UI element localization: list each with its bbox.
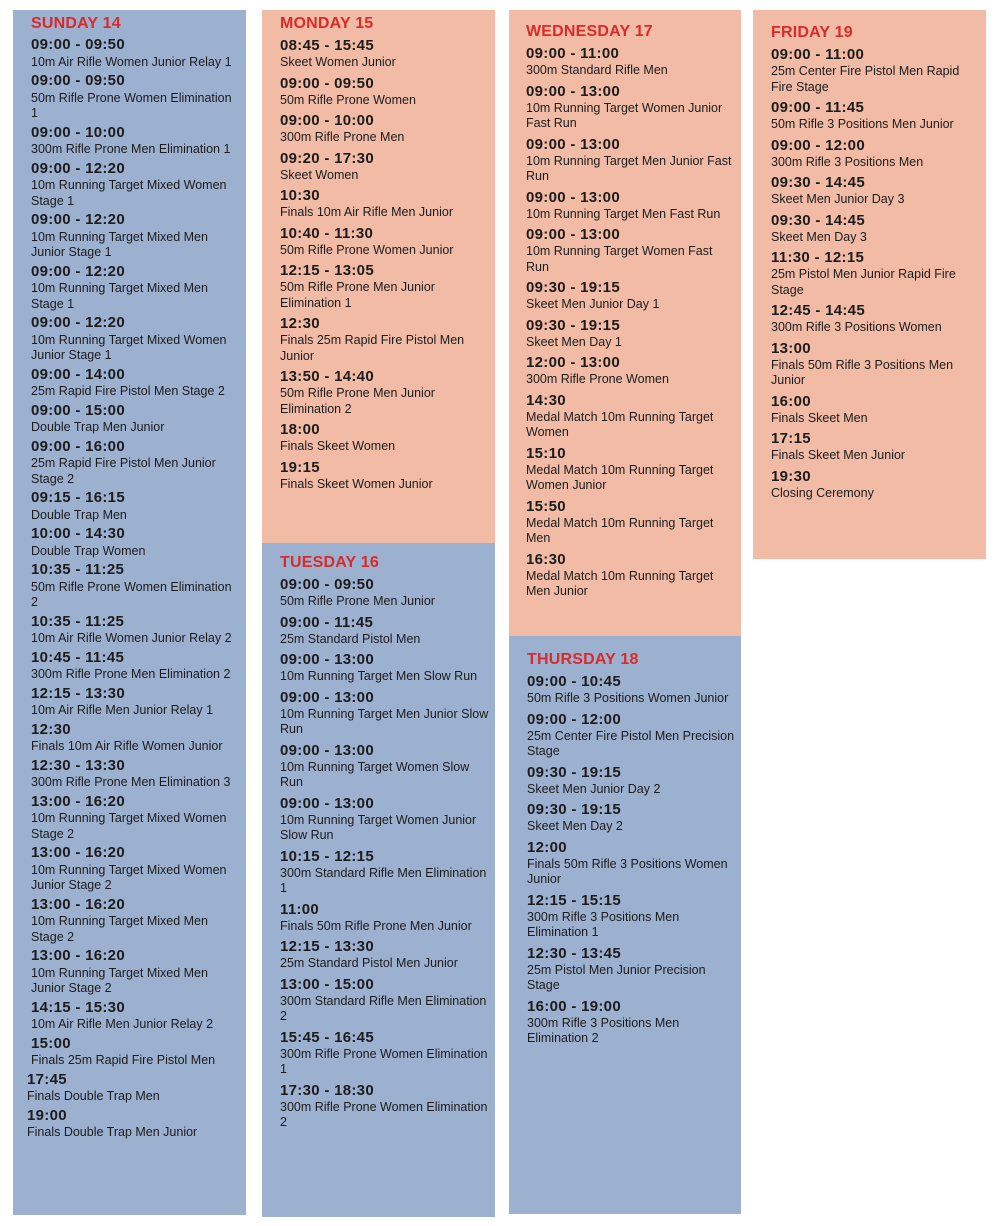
event-name: 300m Rifle 3 Positions Men	[771, 154, 924, 169]
schedule-event	[280, 1081, 489, 1131]
event-name: 10m Running Target Men Junior Fast Run	[526, 153, 732, 183]
event-time: 09:00 - 16:00	[31, 437, 125, 455]
day-column-wednesday	[509, 10, 741, 636]
schedule-event	[280, 111, 489, 146]
event-name: Double Trap Men	[31, 507, 127, 522]
day-column-friday	[753, 10, 986, 559]
event-time: 17:45	[27, 1070, 67, 1088]
event-time: 17:15	[771, 430, 811, 447]
event-name: Medal Match 10m Running Target Men	[526, 515, 714, 545]
event-name: 300m Rifle Prone Men Elimination 2	[31, 667, 231, 681]
event-time: 09:00 - 12:00	[527, 710, 621, 728]
schedule-event	[527, 800, 735, 835]
event-time: 15:10	[526, 444, 566, 462]
event-name: 10m Running Target Men Fast Run	[526, 206, 721, 221]
schedule-event	[280, 149, 489, 184]
schedule-event	[527, 710, 735, 760]
event-time: 12:15 - 15:15	[527, 891, 621, 909]
schedule-event	[771, 45, 980, 95]
event-time: 12:15 - 13:30	[280, 938, 374, 955]
schedule-event	[280, 314, 489, 364]
event-name: 10m Running Target Mixed Women Stage 2	[31, 811, 227, 841]
event-name: 10m Air Rifle Men Junior Relay 2	[31, 1017, 214, 1031]
event-name: 25m Rapid Fire Pistol Men Junior Stage 2	[31, 456, 216, 486]
schedule-event	[31, 613, 240, 647]
event-name: Skeet Men Day 2	[527, 819, 623, 833]
event-time: 09:00 - 11:45	[771, 99, 865, 116]
event-name: 25m Pistol Men Junior Precision Stage	[527, 962, 706, 992]
event-name: Skeet Men Day 1	[526, 334, 622, 349]
event-time: 16:30	[526, 550, 566, 568]
day-title: FRIDAY 19	[771, 24, 853, 41]
day-title: WEDNESDAY 17	[526, 23, 653, 40]
schedule-event	[280, 367, 489, 417]
event-name: 10m Running Target Men Junior Slow Run	[280, 706, 489, 736]
schedule-event	[527, 997, 735, 1047]
event-name: 300m Rifle Prone Women Elimination 2	[280, 1099, 488, 1129]
event-name: 300m Rifle Prone Women	[526, 372, 669, 386]
event-name: 300m Rifle Prone Men	[280, 130, 405, 144]
event-name: Skeet Women	[280, 167, 359, 182]
event-name: Finals 10m Air Rifle Women Junior	[31, 739, 223, 753]
event-time: 10:35 - 11:25	[31, 612, 125, 630]
schedule-event	[771, 248, 980, 298]
schedule-event	[526, 550, 735, 600]
event-name: Medal Match 10m Running Target Women Junior	[526, 462, 714, 492]
event-time: 13:00	[771, 339, 811, 357]
schedule-event	[771, 136, 980, 171]
schedule-event	[526, 44, 735, 79]
event-time: 09:00 - 13:00	[280, 651, 374, 668]
schedule-event	[31, 124, 240, 158]
schedule-event	[526, 225, 735, 275]
event-time: 13:00 - 15:00	[280, 975, 374, 993]
schedule-event	[280, 1028, 489, 1078]
day-column-sunday	[13, 10, 246, 1215]
schedule-event	[31, 438, 240, 488]
day-title: TUESDAY 16	[280, 554, 379, 571]
event-time: 12:30 - 13:45	[527, 944, 621, 962]
event-name: Finals 50m Rifle 3 Positions Women Junior	[527, 856, 728, 886]
event-time: 17:30 - 18:30	[280, 1081, 374, 1099]
event-name: 50m Rifle 3 Positions Women Junior	[527, 691, 729, 705]
event-time: 12:30	[31, 720, 71, 738]
day-column-thursday	[509, 636, 741, 1214]
schedule-event	[771, 173, 980, 208]
event-list	[27, 36, 240, 1141]
schedule-event	[526, 391, 735, 441]
event-name: 50m Rifle Prone Women	[280, 92, 416, 107]
event-time: 09:00 - 11:00	[526, 45, 620, 62]
event-time: 12:15 - 13:30	[31, 684, 125, 702]
schedule-event	[31, 649, 240, 683]
event-time: 09:00 - 12:20	[31, 159, 125, 177]
schedule-event	[280, 794, 489, 844]
schedule-event	[31, 525, 240, 559]
event-time: 09:15 - 16:15	[31, 489, 125, 506]
event-time: 15:50	[526, 497, 566, 515]
event-time: 13:50 - 14:40	[280, 368, 374, 385]
schedule-event	[31, 844, 240, 894]
event-time: 09:00 - 15:00	[31, 401, 125, 419]
event-time: 13:00 - 16:20	[31, 792, 125, 810]
event-time: 09:00 - 13:00	[280, 741, 374, 759]
event-time: 09:00 - 10:00	[280, 112, 374, 129]
event-name: 300m Standard Rifle Men	[526, 63, 668, 77]
event-name: 25m Center Fire Pistol Men Rapid Fire Stage	[771, 64, 960, 94]
event-name: Finals Skeet Men	[771, 410, 868, 425]
schedule-event	[280, 575, 489, 610]
event-time: 10:40 - 11:30	[280, 224, 374, 242]
schedule-event	[527, 672, 735, 707]
event-list	[527, 672, 735, 1047]
schedule-event	[31, 896, 240, 946]
event-name: 10m Running Target Mixed Women Junior Stage 1	[31, 332, 227, 362]
schedule-event	[280, 741, 489, 791]
schedule-event	[280, 937, 489, 972]
event-name: 50m Rifle Prone Women Elimination 2	[31, 579, 232, 609]
schedule-event	[280, 613, 489, 648]
event-time: 14:15 - 15:30	[31, 998, 125, 1016]
event-time: 13:00 - 16:20	[31, 947, 125, 964]
event-name: 10m Running Target Women Junior Fast Run	[526, 100, 723, 130]
event-time: 09:30 - 14:45	[771, 211, 865, 229]
event-time: 11:30 - 12:15	[771, 249, 865, 266]
event-list	[526, 44, 735, 600]
event-time: 18:00	[280, 421, 320, 438]
event-time: 14:30	[526, 391, 566, 409]
event-time: 12:30	[280, 315, 320, 332]
event-name: Finals 25m Rapid Fire Pistol Men	[31, 1053, 216, 1067]
event-time: 12:00	[527, 838, 567, 856]
schedule-event	[527, 838, 735, 888]
event-time: 10:45 - 11:45	[31, 648, 125, 666]
event-time: 09:00 - 12:20	[31, 262, 125, 280]
schedule-event	[526, 316, 735, 351]
event-name: 10m Running Target Women Slow Run	[280, 759, 470, 789]
schedule-event	[771, 211, 980, 246]
event-name: 10m Air Rifle Men Junior Relay 1	[31, 703, 214, 717]
event-time: 09:00 - 09:50	[31, 36, 125, 53]
schedule-event	[31, 314, 240, 364]
event-name: Skeet Men Junior Day 1	[526, 297, 660, 311]
event-time: 09:00 - 13:00	[280, 794, 374, 812]
event-name: 300m Rifle Prone Women Elimination 1	[280, 1046, 488, 1076]
schedule-event	[31, 36, 240, 70]
schedule-event	[526, 278, 735, 313]
event-name: 300m Standard Rifle Men Elimination 1	[280, 865, 487, 895]
day-title: MONDAY 15	[280, 15, 374, 32]
event-time: 09:00 - 10:45	[527, 673, 621, 690]
schedule-event	[280, 224, 489, 259]
event-name: 25m Center Fire Pistol Men Precision Stage	[527, 728, 735, 758]
event-name: Finals Double Trap Men Junior	[27, 1125, 198, 1139]
schedule-event	[31, 366, 240, 400]
event-name: 25m Rapid Fire Pistol Men Stage 2	[31, 384, 225, 398]
event-name: 25m Standard Pistol Men	[280, 631, 421, 646]
event-time: 10:35 - 11:25	[31, 561, 125, 578]
schedule-event	[527, 891, 735, 941]
event-time: 09:00 - 11:45	[280, 613, 374, 631]
schedule-event	[280, 186, 489, 221]
event-name: 10m Running Target Mixed Men Stage 2	[31, 914, 208, 944]
event-time: 09:30 - 19:15	[526, 316, 620, 334]
schedule-event	[280, 900, 489, 935]
event-time: 09:00 - 10:00	[31, 123, 125, 141]
event-time: 09:00 - 13:00	[280, 688, 374, 706]
event-name: Skeet Men Junior Day 3	[771, 192, 905, 206]
event-time: 12:45 - 14:45	[771, 302, 865, 319]
schedule-event	[27, 1071, 240, 1105]
event-name: 10m Running Target Women Fast Run	[526, 244, 713, 274]
event-time: 10:30	[280, 187, 320, 204]
schedule-event	[280, 261, 489, 311]
schedule-event	[31, 402, 240, 436]
event-time: 09:00 - 09:50	[280, 74, 374, 92]
event-name: 25m Standard Pistol Men Junior	[280, 956, 458, 970]
event-name: 300m Rifle Prone Men Elimination 1	[31, 142, 231, 156]
event-name: 10m Running Target Mixed Men Junior Stage 1	[31, 229, 208, 259]
event-time: 19:15	[280, 458, 320, 476]
event-time: 09:00 - 12:00	[771, 136, 865, 154]
day-title: SUNDAY 14	[31, 15, 121, 32]
event-time: 15:00	[31, 1034, 71, 1052]
schedule-event	[31, 793, 240, 843]
event-name: Finals 10m Air Rifle Men Junior	[280, 205, 453, 219]
schedule-event	[771, 467, 980, 502]
event-time: 19:30	[771, 467, 811, 485]
event-name: 50m Rifle Prone Men Junior	[280, 594, 435, 608]
event-time: 08:45 - 15:45	[280, 37, 374, 54]
event-time: 09:30 - 19:15	[527, 763, 621, 781]
event-name: 10m Air Rifle Women Junior Relay 1	[31, 54, 232, 69]
event-time: 09:00 - 11:00	[771, 46, 865, 63]
event-name: 50m Rifle Prone Women Elimination 1	[31, 90, 232, 120]
event-name: Skeet Women Junior	[280, 55, 396, 69]
event-time: 10:00 - 14:30	[31, 525, 125, 542]
event-name: Finals Skeet Women	[280, 439, 396, 453]
schedule-event	[526, 353, 735, 388]
schedule-event	[526, 497, 735, 547]
event-time: 13:00 - 16:20	[31, 895, 125, 913]
event-time: 09:30 - 19:15	[526, 279, 620, 296]
event-name: Finals Skeet Men Junior	[771, 448, 906, 462]
event-name: Skeet Men Day 3	[771, 229, 867, 244]
schedule-event	[31, 489, 240, 523]
event-name: Medal Match 10m Running Target Women	[526, 409, 714, 439]
schedule-event	[31, 211, 240, 261]
schedule-event	[31, 721, 240, 755]
event-name: 300m Rifle 3 Positions Women	[771, 320, 942, 334]
event-time: 09:30 - 14:45	[771, 174, 865, 191]
event-time: 15:45 - 16:45	[280, 1028, 374, 1046]
event-time: 09:00 - 12:20	[31, 314, 125, 331]
event-name: Double Trap Men Junior	[31, 420, 165, 434]
event-name: 25m Pistol Men Junior Rapid Fire Stage	[771, 267, 956, 297]
schedule-event	[280, 688, 489, 738]
schedule-event	[771, 339, 980, 389]
schedule-event	[31, 160, 240, 210]
event-name: 10m Running Target Mixed Men Stage 1	[31, 281, 208, 311]
event-name: 10m Running Target Men Slow Run	[280, 669, 478, 683]
event-time: 12:00 - 13:00	[526, 354, 620, 371]
event-time: 12:15 - 13:05	[280, 262, 374, 279]
event-time: 09:00 - 13:00	[526, 135, 620, 153]
event-time: 09:00 - 14:00	[31, 365, 125, 383]
event-time: 09:00 - 09:50	[280, 576, 374, 593]
event-name: Finals 50m Rifle 3 Positions Men Junior	[771, 357, 954, 387]
event-time: 19:00	[27, 1106, 67, 1124]
schedule-event	[31, 947, 240, 997]
event-name: Finals 25m Rapid Fire Pistol Men Junior	[280, 333, 465, 363]
event-name: 10m Running Target Mixed Men Junior Stage 2	[31, 965, 208, 995]
event-name: 10m Running Target Mixed Women Junior Stage 2	[31, 862, 227, 892]
schedule-event	[31, 685, 240, 719]
event-name: Finals Skeet Women Junior	[280, 476, 433, 491]
schedule-event	[527, 763, 735, 798]
event-time: 09:00 - 12:20	[31, 211, 125, 228]
schedule-event	[31, 561, 240, 611]
schedule-event	[31, 72, 240, 122]
event-name: 50m Rifle Prone Men Junior Elimination 2	[280, 386, 435, 416]
event-name: 50m Rifle 3 Positions Men Junior	[771, 117, 954, 131]
schedule-event	[771, 429, 980, 464]
schedule-event	[526, 135, 735, 185]
event-name: 50m Rifle Prone Women Junior	[280, 242, 454, 257]
schedule-event	[280, 420, 489, 455]
schedule-event	[771, 301, 980, 336]
event-time: 09:30 - 19:15	[527, 801, 621, 818]
event-time: 09:00 - 13:00	[526, 188, 620, 206]
event-time: 10:15 - 12:15	[280, 847, 374, 865]
schedule-event	[280, 975, 489, 1025]
schedule-event	[527, 944, 735, 994]
schedule-event	[280, 458, 489, 493]
event-name: Closing Ceremony	[771, 485, 874, 500]
event-time: 09:00 - 13:00	[526, 82, 620, 100]
event-list	[280, 36, 489, 492]
schedule-event	[771, 98, 980, 133]
schedule-event	[280, 74, 489, 109]
event-name: 300m Standard Rifle Men Elimination 2	[280, 993, 487, 1023]
schedule-event	[526, 444, 735, 494]
event-name: Finals 50m Rifle Prone Men Junior	[280, 918, 472, 933]
event-time: 09:00 - 09:50	[31, 72, 125, 89]
schedule-event	[526, 188, 735, 223]
schedule-event	[771, 392, 980, 427]
schedule-event	[280, 650, 489, 685]
event-name: 10m Running Target Women Junior Slow Run	[280, 812, 477, 842]
day-column-monday	[262, 10, 495, 543]
event-time: 13:00 - 16:20	[31, 844, 125, 861]
event-name: 300m Rifle 3 Positions Men Elimination 1	[527, 909, 680, 939]
schedule-event	[280, 36, 489, 71]
day-title: THURSDAY 18	[527, 651, 639, 668]
schedule-event	[31, 263, 240, 313]
event-name: 10m Running Target Mixed Women Stage 1	[31, 178, 227, 208]
event-time: 16:00	[771, 392, 811, 410]
schedule-event	[31, 1035, 240, 1069]
event-name: Double Trap Women	[31, 543, 146, 558]
event-name: 300m Rifle Prone Men Elimination 3	[31, 775, 231, 789]
schedule-event	[27, 1107, 240, 1141]
event-name: Finals Double Trap Men	[27, 1089, 160, 1103]
event-time: 11:00	[280, 900, 320, 918]
day-column-tuesday	[262, 543, 495, 1217]
event-list	[771, 45, 980, 501]
event-name: Skeet Men Junior Day 2	[527, 781, 661, 796]
event-time: 12:30 - 13:30	[31, 756, 125, 774]
event-name: Medal Match 10m Running Target Men Junior	[526, 568, 714, 598]
schedule-event	[526, 82, 735, 132]
schedule-event	[280, 847, 489, 897]
schedule-event	[31, 757, 240, 791]
event-name: 300m Rifle 3 Positions Men Elimination 2	[527, 1015, 680, 1045]
schedule-event	[31, 999, 240, 1033]
event-time: 16:00 - 19:00	[527, 997, 621, 1015]
event-name: 10m Air Rifle Women Junior Relay 2	[31, 631, 232, 645]
event-list	[280, 575, 489, 1131]
event-name: 50m Rifle Prone Men Junior Elimination 1	[280, 280, 435, 310]
event-time: 09:20 - 17:30	[280, 149, 374, 167]
event-time: 09:00 - 13:00	[526, 226, 620, 243]
